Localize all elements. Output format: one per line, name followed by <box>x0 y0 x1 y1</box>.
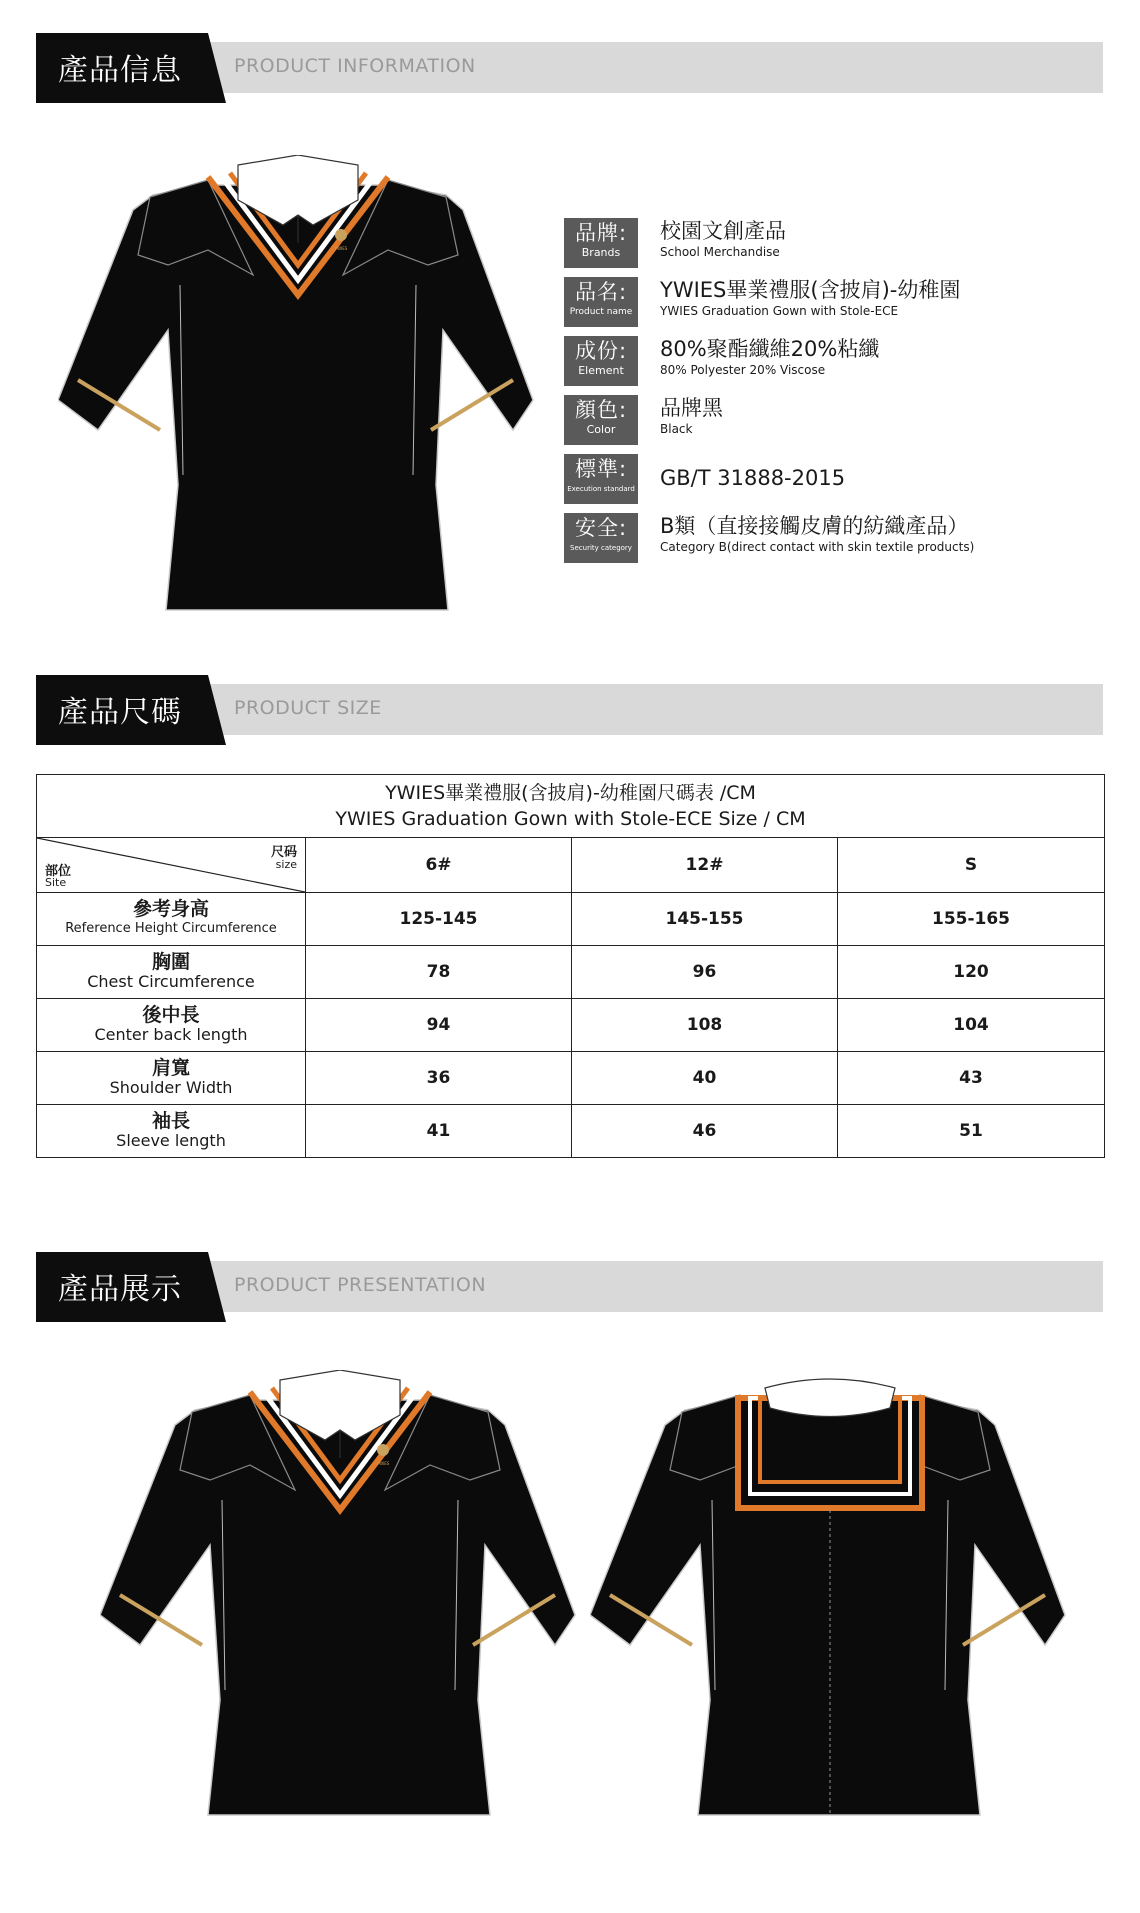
spec-value-en: Black <box>660 422 693 436</box>
table-cell: 36 <box>306 1052 572 1105</box>
row-label-en: Sleeve length <box>116 1131 226 1150</box>
row-label-zh: 袖長 <box>151 1110 190 1132</box>
table-row <box>37 1052 1105 1105</box>
row-label-en: Shoulder Width <box>109 1078 233 1097</box>
size-table-title-zh: YWIES畢業禮服(含披肩)-幼稚園尺碼表 /CM <box>385 782 756 804</box>
spec-badge <box>564 454 638 504</box>
spec-value-zh: 校園文創產品 <box>660 219 786 243</box>
row-label-en: Center back length <box>94 1025 248 1044</box>
table-cell: 125-145 <box>306 893 572 946</box>
spec-label-en: Color <box>586 423 616 436</box>
corner-site-en: Site <box>45 876 67 889</box>
row-label <box>37 1105 306 1158</box>
row-label-en: Reference Height Circumference <box>65 921 277 936</box>
table-cell: 78 <box>306 946 572 999</box>
spec-value-zh: GB/T 31888-2015 <box>660 466 846 490</box>
row-label <box>37 946 306 999</box>
spec-label-en: Element <box>578 364 624 377</box>
spec-value-zh: 80%聚酯纖維20%粘纖 <box>660 337 880 361</box>
spec-value <box>660 277 960 319</box>
spec-label-en: Product name <box>569 307 633 317</box>
table-cell: 145-155 <box>572 893 838 946</box>
spec-value-zh: YWIES畢業禮服(含披肩)-幼稚園 <box>660 278 961 302</box>
section-header-size <box>36 675 1103 745</box>
table-cell: 108 <box>572 999 838 1052</box>
row-label-en: Chest Circumference <box>87 972 255 991</box>
spec-badge <box>564 395 638 445</box>
table-cell: 51 <box>838 1105 1105 1158</box>
size-table <box>36 774 1105 1158</box>
spec-value-en: Category B(direct contact with skin textile products) <box>660 540 975 554</box>
spec-value-en: 80% Polyester 20% Viscose <box>660 363 826 377</box>
spec-label-en: Brands <box>581 246 621 259</box>
badge-text: YWIES <box>376 1461 390 1466</box>
spec-value <box>660 465 845 491</box>
column-header: 6# <box>306 838 572 893</box>
gown-front-illustration <box>58 155 538 615</box>
spec-value-zh: 品牌黑 <box>660 396 723 420</box>
spec-badge <box>564 336 638 386</box>
spec-value <box>660 336 879 378</box>
table-cell: 155-165 <box>838 893 1105 946</box>
spec-value-en: School Merchandise <box>660 245 780 259</box>
section-header-info <box>36 33 1103 103</box>
section-title-zh: 產品信息 <box>58 53 182 88</box>
section-title-zh: 產品尺碼 <box>58 695 182 730</box>
table-row <box>37 999 1105 1052</box>
spec-value-en: YWIES Graduation Gown with Stole-ECE <box>660 304 899 318</box>
gown-back-view <box>590 1370 1070 1820</box>
section-title-en: PRODUCT PRESENTATION <box>234 1274 487 1296</box>
gown-front-view <box>100 1370 580 1820</box>
size-table-corner <box>37 838 306 893</box>
column-header: S <box>838 838 1105 893</box>
spec-label-zh: 安全: <box>574 516 628 540</box>
spec-label-zh: 標準: <box>574 457 628 481</box>
table-cell: 41 <box>306 1105 572 1158</box>
row-label <box>37 1052 306 1105</box>
spec-value <box>660 218 786 260</box>
table-row <box>37 1105 1105 1158</box>
row-label-zh: 胸圍 <box>151 951 190 973</box>
spec-badge <box>564 218 638 268</box>
table-cell: 120 <box>838 946 1105 999</box>
spec-badge <box>564 277 638 327</box>
section-title-en: PRODUCT SIZE <box>234 697 382 719</box>
table-cell: 40 <box>572 1052 838 1105</box>
table-cell: 43 <box>838 1052 1105 1105</box>
spec-label-zh: 品牌: <box>574 221 628 245</box>
spec-label-zh: 品名: <box>574 280 628 304</box>
spec-label-en: Execution standard <box>567 485 635 493</box>
size-table-title <box>37 775 1105 838</box>
corner-diagonal <box>37 838 305 892</box>
spec-value <box>660 395 723 437</box>
table-row <box>37 893 1105 946</box>
column-header: 12# <box>572 838 838 893</box>
table-cell: 46 <box>572 1105 838 1158</box>
spec-label-en: Security category <box>570 544 632 552</box>
spec-label-zh: 成份: <box>574 339 628 363</box>
corner-size-en: size <box>275 858 297 871</box>
row-label-zh: 參考身高 <box>132 898 209 920</box>
corner-site-zh: 部位 <box>45 864 72 879</box>
row-label <box>37 999 306 1052</box>
row-label-zh: 後中長 <box>142 1004 200 1026</box>
corner-size-zh: 尺码 <box>270 845 297 860</box>
size-table-title-en: YWIES Graduation Gown with Stole-ECE Size / CM <box>335 808 806 830</box>
spec-badge <box>564 513 638 563</box>
table-cell: 96 <box>572 946 838 999</box>
spec-value-zh: B類（直接接觸皮膚的紡織產品） <box>660 514 969 538</box>
section-title-en: PRODUCT INFORMATION <box>234 55 476 77</box>
table-row <box>37 946 1105 999</box>
badge-text: YWIES <box>334 246 348 251</box>
spec-label-zh: 顏色: <box>574 398 628 422</box>
row-label <box>37 893 306 946</box>
row-label-zh: 肩寬 <box>151 1057 190 1079</box>
section-header-presentation <box>36 1252 1103 1322</box>
spec-value <box>660 513 974 555</box>
table-cell: 104 <box>838 999 1105 1052</box>
section-title-zh: 產品展示 <box>58 1272 182 1307</box>
table-cell: 94 <box>306 999 572 1052</box>
